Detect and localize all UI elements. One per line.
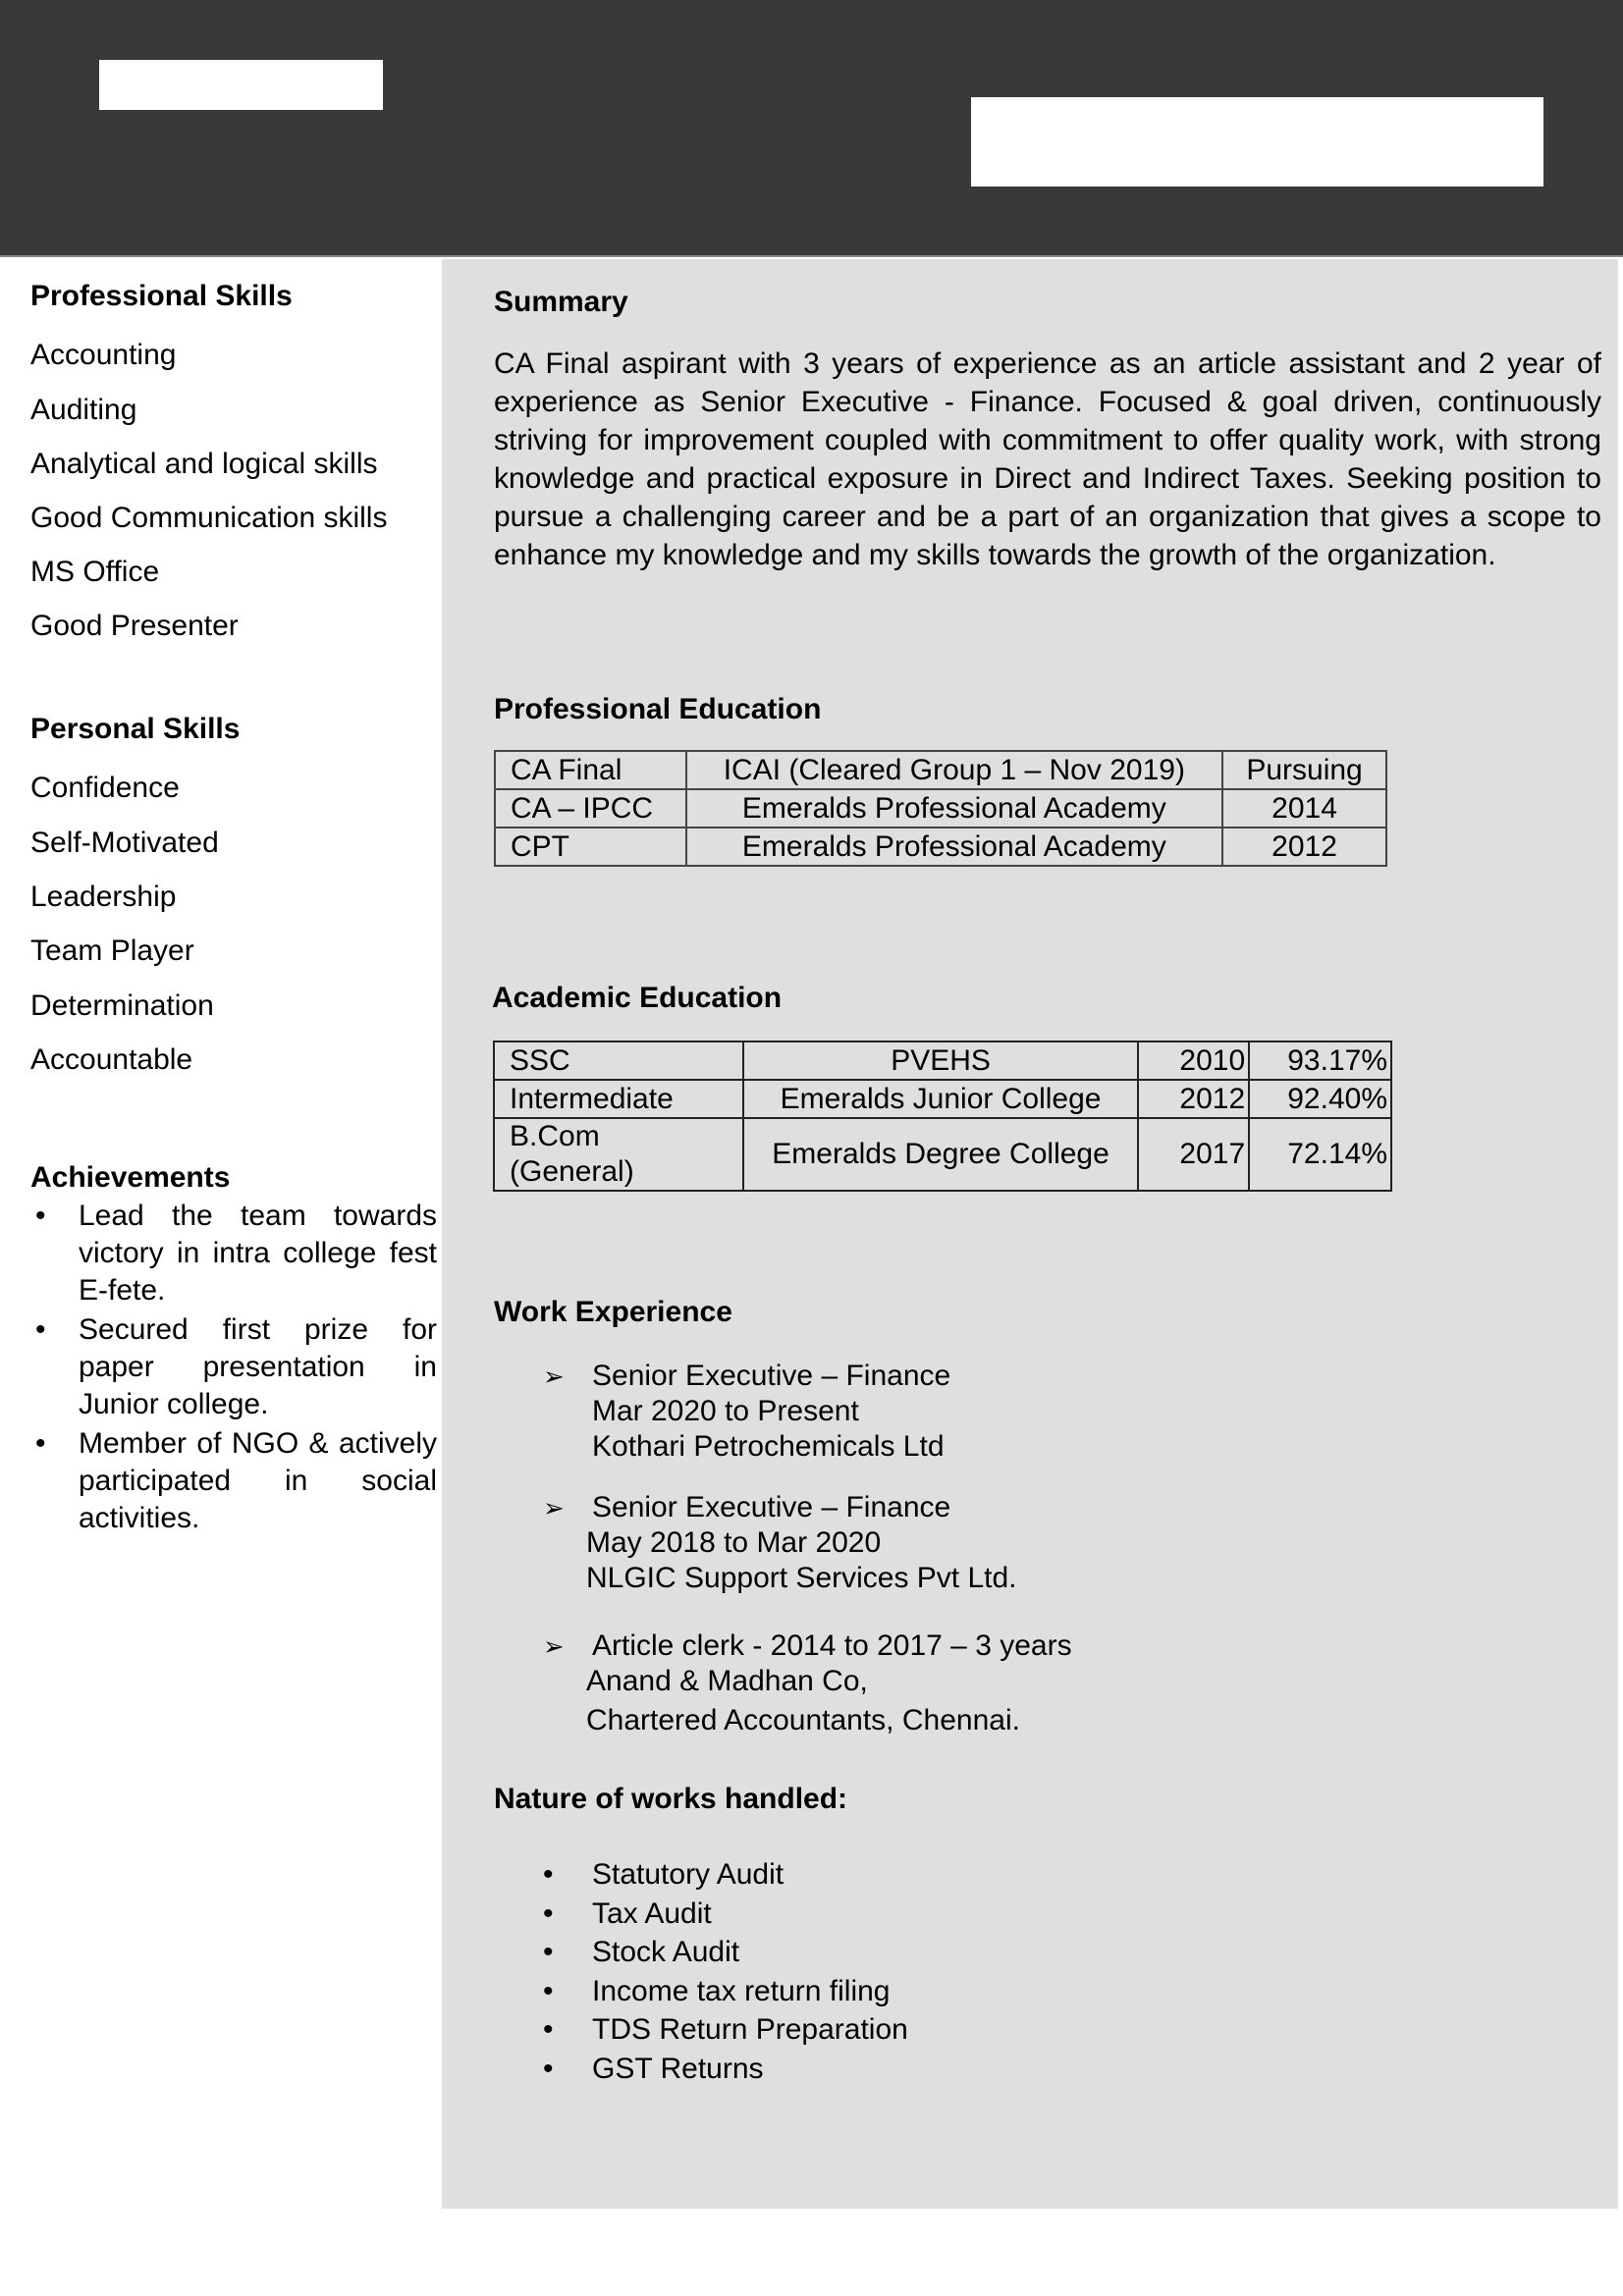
bullet-icon: • bbox=[543, 2052, 554, 2085]
bullet-icon: • bbox=[543, 2013, 554, 2046]
bullet-icon: • bbox=[543, 1974, 554, 2007]
work-text: Statutory Audit bbox=[592, 1858, 784, 1891]
work-text: Tax Audit bbox=[592, 1896, 712, 1930]
nature-of-works-list bbox=[543, 1855, 908, 2088]
job-company: NLGIC Support Services Pvt Ltd. bbox=[586, 1562, 1017, 1594]
institution-cell: Emeralds Professional Academy bbox=[686, 828, 1222, 866]
bullet-icon: • bbox=[543, 1896, 554, 1930]
institution-cell: Emeralds Professional Academy bbox=[686, 789, 1222, 828]
qualification-cell: CPT bbox=[495, 828, 686, 866]
professional-skills-title: Professional Skills bbox=[30, 280, 293, 312]
skill-item: Team Player bbox=[30, 934, 194, 967]
percentage-cell: 72.14% bbox=[1249, 1118, 1391, 1191]
summary-title: Summary bbox=[494, 286, 628, 318]
work-item bbox=[543, 2050, 908, 2089]
job-entry bbox=[543, 1490, 1017, 1596]
work-item bbox=[543, 1972, 908, 2011]
job-period: Mar 2020 to Present bbox=[592, 1395, 859, 1427]
skill-item: Self-Motivated bbox=[30, 827, 219, 859]
work-item bbox=[543, 1855, 908, 1895]
percentage-cell: 93.17% bbox=[1249, 1041, 1391, 1080]
job-period: May 2018 to Mar 2020 bbox=[586, 1526, 882, 1559]
job-role: Senior Executive – Finance bbox=[592, 1491, 951, 1523]
achievements-list bbox=[30, 1198, 437, 1539]
professional-education-title: Professional Education bbox=[494, 693, 822, 725]
work-text: Income tax return filing bbox=[592, 1974, 891, 2007]
qualification-cell: CA – IPCC bbox=[495, 789, 686, 828]
achievement-text: Secured first prize for paper presentation in Junior college. bbox=[79, 1313, 437, 1420]
summary-text: CA Final aspirant with 3 years of experience as an article assistant and 2 year of experience as Senior Executive - Finance. Focused & goal driven, continuously striving for improvement coupled with commitment to offer quality work, with strong knowledge and practical exposure in Direct and Indirect Taxes. Seeking position to pursue a challenging career and be a part of an organization that gives a scope to enhance my knowledge and my skills towards the growth of the organization. bbox=[494, 347, 1601, 571]
arrow-bullet-icon: ➢ bbox=[543, 1362, 565, 1391]
job-role: Article clerk - 2014 to 2017 – 3 years bbox=[592, 1629, 1072, 1662]
work-text: GST Returns bbox=[592, 2052, 764, 2085]
nature-of-works-title: Nature of works handled: bbox=[494, 1783, 848, 1815]
redacted-name-block bbox=[99, 60, 383, 110]
academic-education-table bbox=[493, 1041, 1392, 1192]
qualification-cell: B.Com (General) bbox=[494, 1118, 743, 1191]
achievement-text: Lead the team towards victory in intra college fest E-fete. bbox=[79, 1200, 437, 1307]
job-entry bbox=[543, 1629, 1072, 1738]
skill-item: Good Presenter bbox=[30, 610, 239, 642]
qualification-cell: Intermediate bbox=[494, 1080, 743, 1118]
table-row bbox=[495, 751, 1386, 789]
academic-education-title: Academic Education bbox=[492, 982, 783, 1014]
work-item bbox=[543, 2010, 908, 2050]
table-row bbox=[495, 828, 1386, 866]
qualification-cell: SSC bbox=[494, 1041, 743, 1080]
work-item bbox=[543, 1895, 908, 1934]
table-row bbox=[494, 1041, 1391, 1080]
redacted-contact-block bbox=[971, 97, 1543, 187]
institution-cell: PVEHS bbox=[743, 1041, 1139, 1080]
job-company: Kothari Petrochemicals Ltd bbox=[592, 1430, 945, 1463]
arrow-bullet-icon: ➢ bbox=[543, 1631, 565, 1661]
qualification-cell: CA Final bbox=[495, 751, 686, 789]
skill-item: Accounting bbox=[30, 339, 177, 371]
achievement-text: Member of NGO & actively participated in social activities. bbox=[79, 1427, 437, 1534]
percentage-cell: 92.40% bbox=[1249, 1080, 1391, 1118]
work-item bbox=[543, 1933, 908, 1972]
year-cell: 2017 bbox=[1138, 1118, 1249, 1191]
institution-cell: Emeralds Junior College bbox=[743, 1080, 1139, 1118]
year-cell: 2014 bbox=[1222, 789, 1386, 828]
professional-education-table bbox=[494, 750, 1387, 867]
professional-skills-section bbox=[30, 279, 293, 314]
achievement-item bbox=[30, 1311, 437, 1423]
job-company-name: Anand & Madhan Co, bbox=[586, 1665, 868, 1697]
job-role: Senior Executive – Finance bbox=[592, 1360, 951, 1392]
job-entry bbox=[543, 1359, 950, 1465]
year-cell: 2012 bbox=[1138, 1080, 1249, 1118]
year-cell: Pursuing bbox=[1222, 751, 1386, 789]
table-row bbox=[494, 1080, 1391, 1118]
skill-item: Leadership bbox=[30, 881, 177, 913]
arrow-bullet-icon: ➢ bbox=[543, 1493, 565, 1522]
personal-skills-title: Personal Skills bbox=[30, 713, 241, 745]
bullet-icon: • bbox=[543, 1936, 554, 1968]
resume-header bbox=[0, 0, 1623, 257]
table-row bbox=[494, 1118, 1391, 1191]
table-row bbox=[495, 789, 1386, 828]
year-cell: 2012 bbox=[1222, 828, 1386, 866]
skill-item: Auditing bbox=[30, 394, 137, 426]
bullet-icon: • bbox=[543, 1858, 554, 1891]
skill-item: Analytical and logical skills bbox=[30, 448, 378, 480]
achievement-item bbox=[30, 1425, 437, 1537]
skill-item: Confidence bbox=[30, 772, 180, 804]
skill-item: MS Office bbox=[30, 556, 160, 588]
skill-item: Accountable bbox=[30, 1043, 193, 1076]
work-text: Stock Audit bbox=[592, 1936, 740, 1968]
achievements-title: Achievements bbox=[30, 1161, 231, 1194]
institution-cell: Emeralds Degree College bbox=[743, 1118, 1139, 1191]
achievement-item bbox=[30, 1198, 437, 1309]
work-experience-title: Work Experience bbox=[494, 1296, 732, 1328]
year-cell: 2010 bbox=[1138, 1041, 1249, 1080]
work-text: TDS Return Preparation bbox=[592, 2013, 908, 2046]
bullet-icon: • bbox=[35, 1313, 46, 1346]
skill-item: Determination bbox=[30, 989, 214, 1022]
bullet-icon: • bbox=[35, 1427, 46, 1460]
job-company-location: Chartered Accountants, Chennai. bbox=[586, 1704, 1020, 1736]
bullet-icon: • bbox=[35, 1200, 46, 1232]
skill-item: Good Communication skills bbox=[30, 502, 388, 534]
institution-cell: ICAI (Cleared Group 1 – Nov 2019) bbox=[686, 751, 1222, 789]
